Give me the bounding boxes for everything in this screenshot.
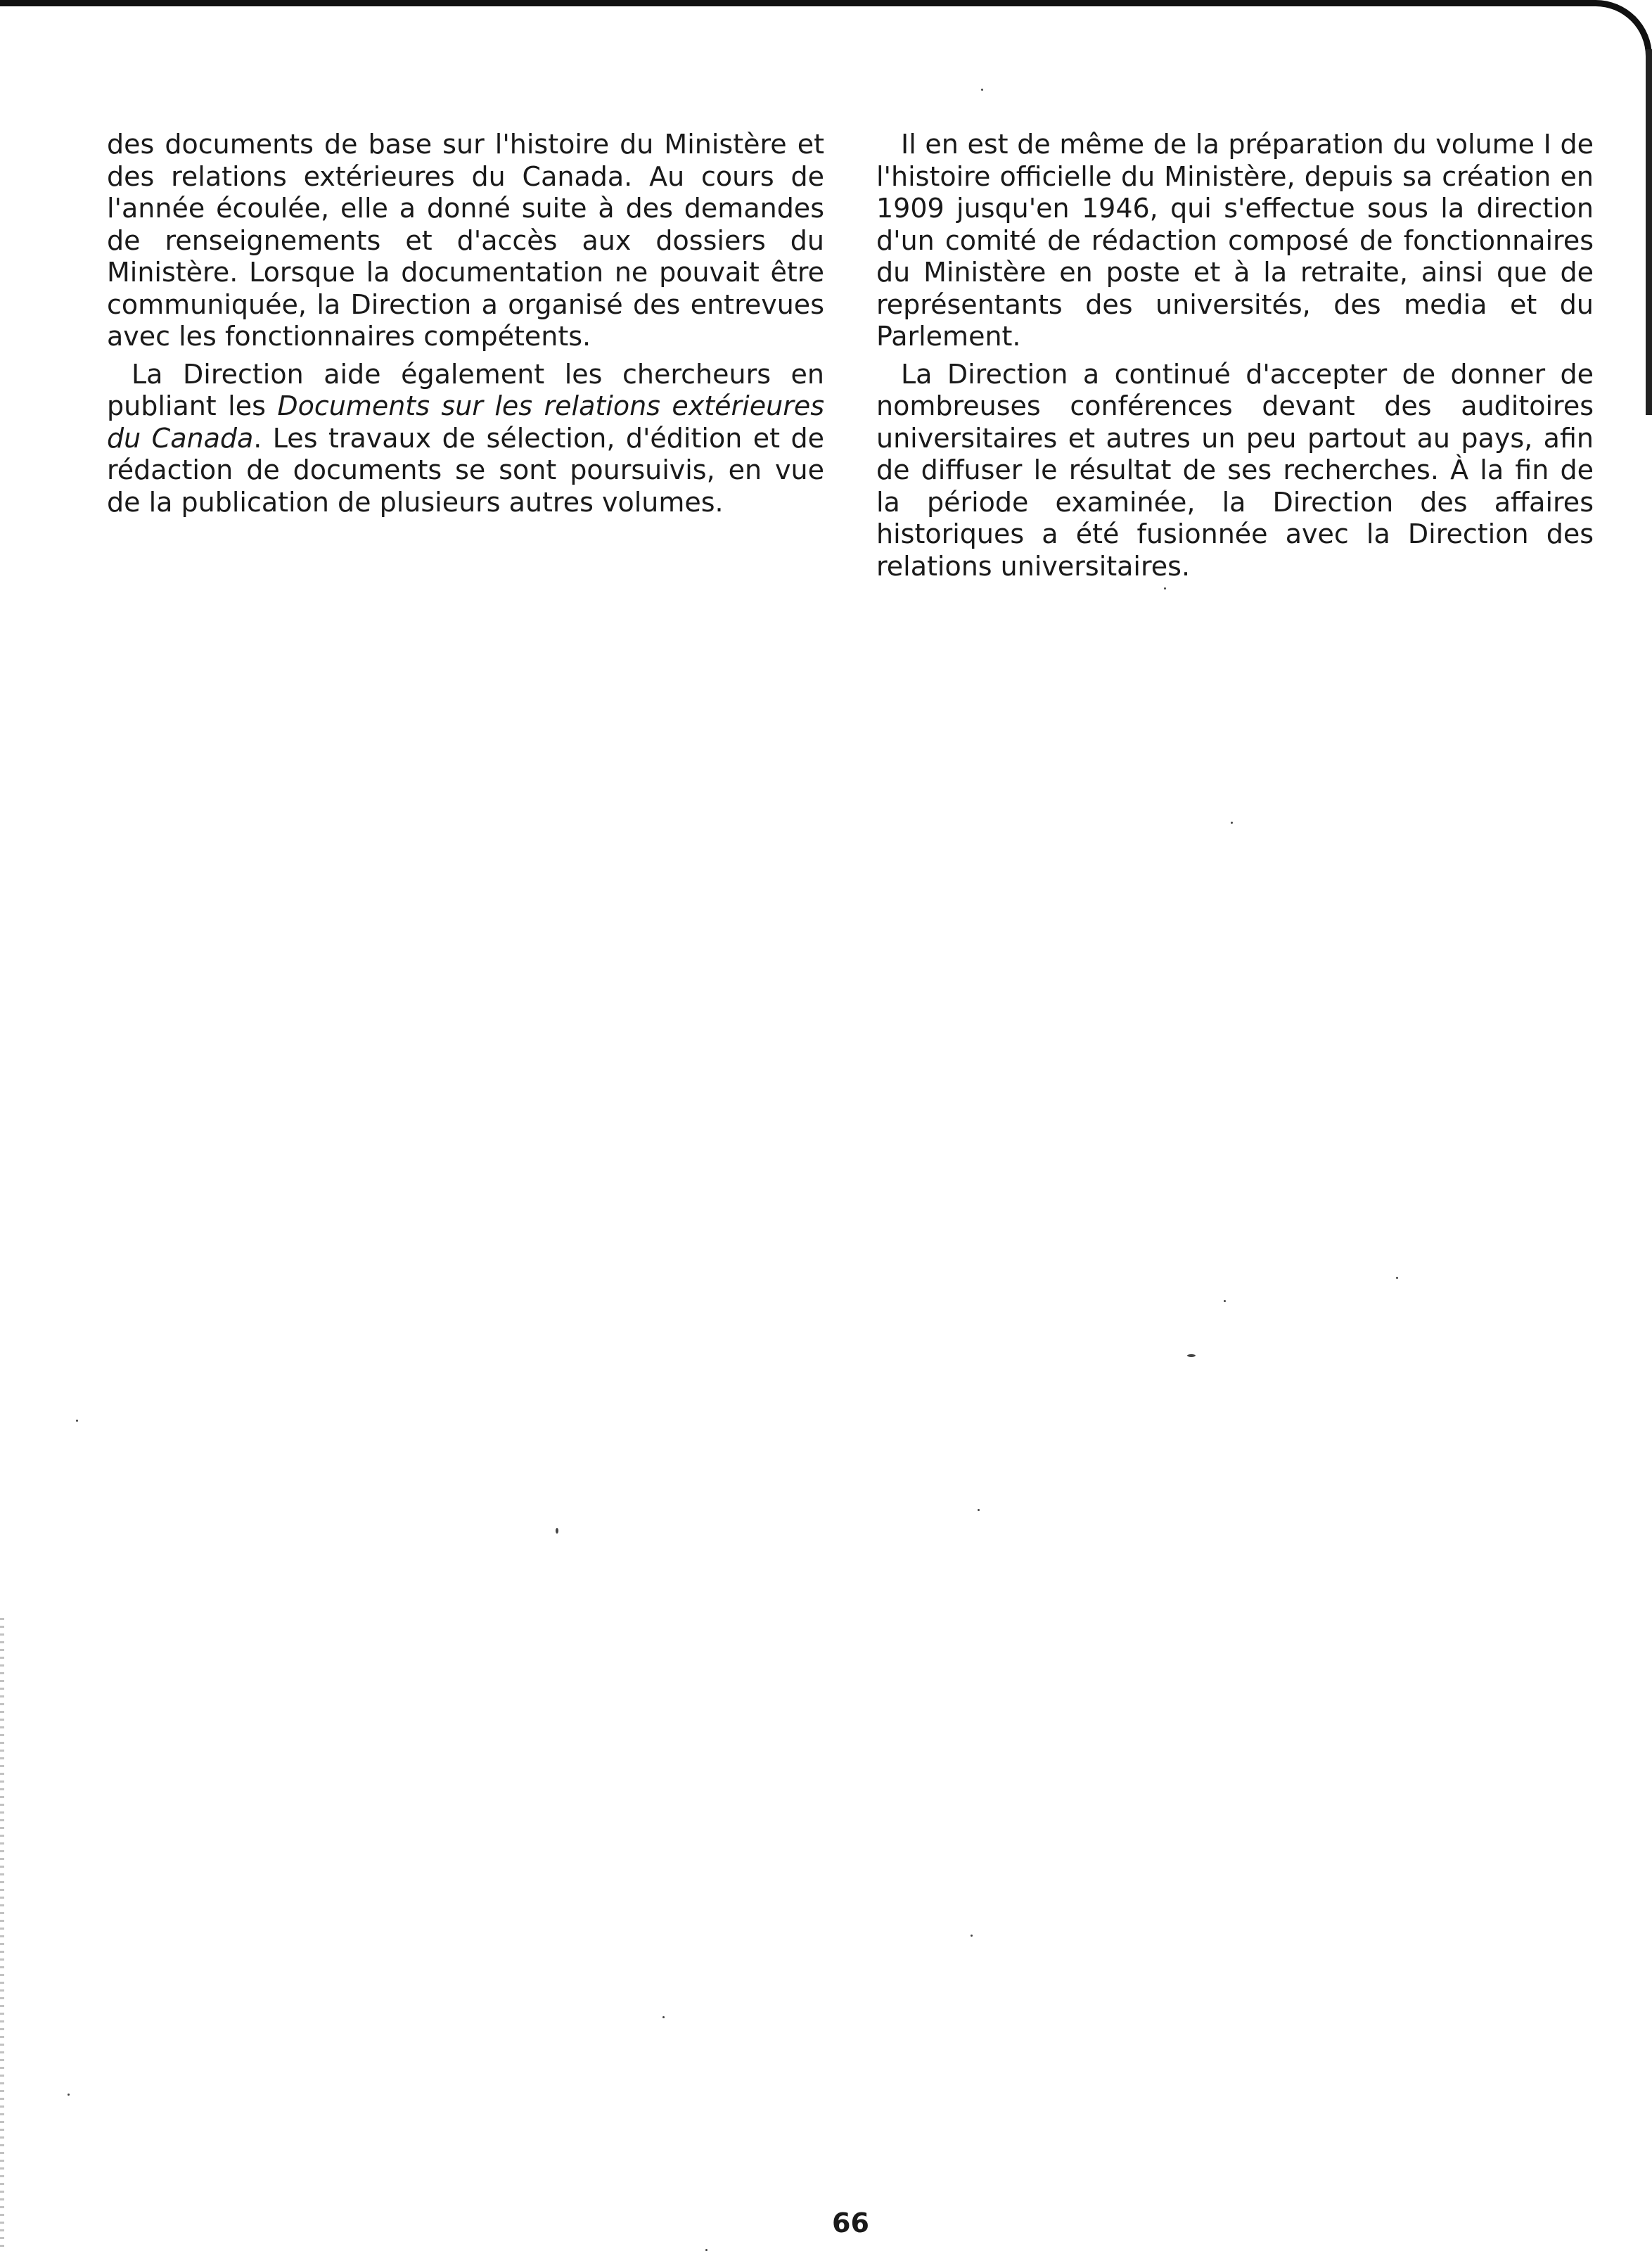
scan-speck	[556, 1528, 558, 1534]
left-paragraph-2-intro: La Direction aide également les chercheurs en publiant les	[107, 358, 824, 421]
scan-border-corner	[1568, 0, 1652, 56]
publication-title: Documents sur les relations extérieures du Canada	[107, 390, 824, 454]
scan-speck	[1231, 822, 1233, 824]
scan-speck	[1187, 1354, 1196, 1357]
right-paragraph-2: La Direction a continué d'accepter de donner de nombreuses conférences devant des auditoires universitaires et autres un peu partout au pays, afin de diffuser le résultat de ses recherches. À la fin de la période examinée, la Direction des affaires historiques a été fusionnée avec la Direction des relations universitaires.	[876, 358, 1594, 582]
left-paragraph-2-rest: . Les travaux de sélection, d'édition et de rédaction de documents se sont poursuivis, en vue de la publication de plusieurs autres volumes.	[107, 422, 824, 518]
page-number: 66	[832, 2208, 869, 2238]
scan-speck	[68, 2094, 70, 2096]
scan-border-right	[1646, 49, 1652, 415]
left-paragraph-2	[107, 359, 824, 519]
right-paragraph-1: Il en est de même de la préparation du volume I de l'histoire officielle du Ministère, depuis sa création en 1909 jusqu'en 1946, qui s'effectue sous la direction d'un comité de rédaction composé de fonctionnaires du Ministère en poste et à la retraite, ainsi que de représentants des universités, des media et du Parlement.	[876, 129, 1594, 352]
scan-speck	[1396, 1277, 1398, 1279]
scan-speck	[705, 2249, 707, 2251]
scan-speck	[1224, 1300, 1226, 1302]
scan-speck	[76, 1420, 78, 1422]
scan-speck	[971, 1935, 973, 1937]
scan-speck	[662, 2016, 665, 2018]
right-column	[876, 129, 1594, 588]
left-column	[107, 129, 824, 524]
scan-speck	[981, 89, 983, 91]
scan-speck	[978, 1509, 980, 1511]
scan-border-left	[0, 1618, 4, 2251]
scan-border-top	[0, 0, 1589, 6]
left-paragraph-1: des documents de base sur l'histoire du Ministère et des relations extérieures du Canada. Au cours de l'année écoulée, elle a donné suite à des demandes de renseignements et d'accès aux dossiers du Ministère. Lorsque la documentation ne pouvait être communiquée, la Direction a organisé des entrevues avec les fonctionnaires compétents.	[107, 129, 824, 352]
